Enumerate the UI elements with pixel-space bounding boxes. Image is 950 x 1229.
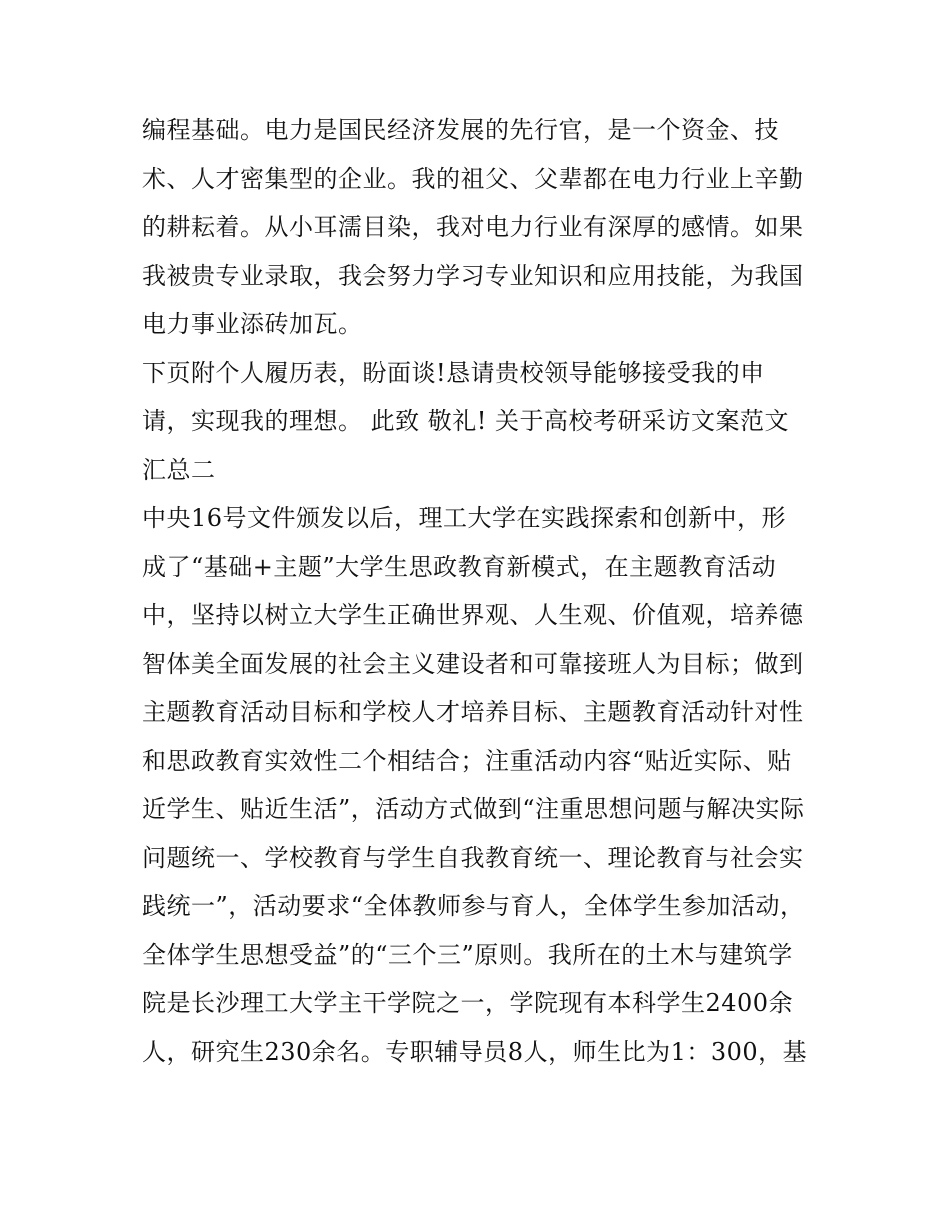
text-line: 我被贵专业录取，我会努力学习专业知识和应用技能，为我国 [142, 261, 804, 290]
text-line: 下页附个人履历表，盼面谈!恳请贵校领导能够接受我的申 [142, 358, 765, 387]
text-line: 和思政教育实效性二个相结合；注重活动内容“贴近实际、贴 [142, 746, 792, 775]
text-line: 术、人才密集型的企业。我的祖父、父辈都在电力行业上辛勤 [142, 164, 804, 193]
text-line: 中，坚持以树立大学生正确世界观、人生观、价值观，培养德 [142, 601, 804, 629]
text-line: 请，实现我的理想。 此致 敬礼! 关于高校考研采访文案范文 [142, 407, 790, 435]
text-line: 成了“基础+主题”大学生思政教育新模式，在主题教育活动 [142, 552, 777, 581]
text-line: 近学生、贴近生活”，活动方式做到“注重思想问题与解决实际 [142, 795, 805, 823]
text-line: 主题教育活动目标和学校人才培养目标、主题教育活动针对性 [142, 698, 804, 726]
text-line: 智体美全面发展的社会主义建设者和可靠接班人为目标；做到 [142, 649, 804, 678]
text-line: 院是长沙理工大学主干学院之一，学院现有本科学生2400余 [142, 989, 794, 1017]
text-line: 编程基础。电力是国民经济发展的先行官，是一个资金、技 [142, 116, 779, 144]
body-text [142, 106, 822, 1076]
text-line: 全体学生思想受益”的“三个三”原则。我所在的土木与建筑学 [142, 940, 793, 969]
text-line: 电力事业添砖加瓦。 [142, 310, 363, 338]
text-line: 人，研究生230余名。专职辅导员8人，师生比为1：300，基 [142, 1037, 808, 1066]
text-line: 汇总二 [142, 455, 216, 484]
text-line: 践统一”，活动要求“全体教师参与育人，全体学生参加活动， [142, 892, 805, 920]
text-line: 的耕耘着。从小耳濡目染，我对电力行业有深厚的感情。如果 [142, 213, 804, 241]
text-line: 问题统一、学校教育与学生自我教育统一、理论教育与社会实 [142, 843, 804, 872]
text-line: 中央16号文件颁发以后，理工大学在实践探索和创新中，形 [142, 504, 787, 532]
